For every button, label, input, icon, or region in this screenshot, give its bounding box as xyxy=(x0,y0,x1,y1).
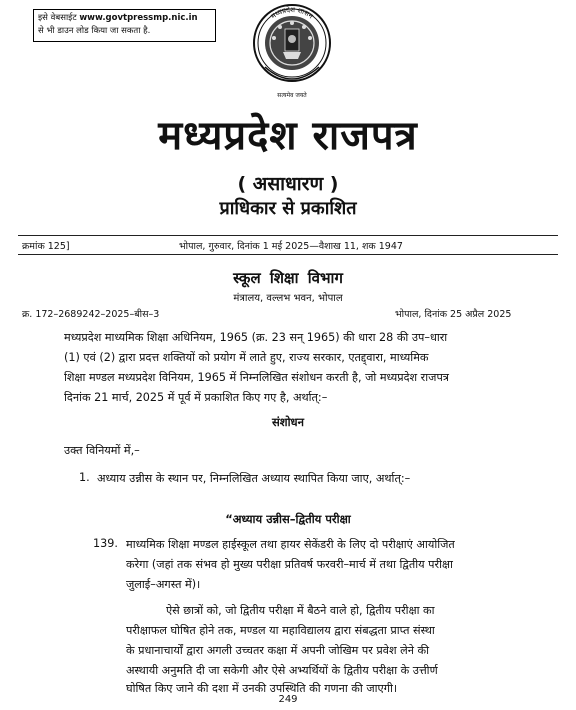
amendment-heading: संशोधन xyxy=(271,415,305,429)
regulations-intro: उक्त विनियमों में,– xyxy=(64,444,140,457)
chapter-heading: “अध्याय उन्नीस–द्वितीय परीक्षा xyxy=(225,512,351,526)
emblem-top-text: मध्यप्रदेश शासन xyxy=(269,5,315,21)
para2-line: के प्रधानाचार्यों द्वारा अगली उच्चतर कक्षा में अपनी जोखिम पर प्रवेश लेने की xyxy=(126,644,429,657)
notice-line-2: से भी डाउन लोड किया जा सकता है. xyxy=(38,26,151,36)
department-name: स्कूल शिक्षा विभाग xyxy=(233,269,343,287)
reference-number: क्र. 172–2689242–2025–बीस–3 xyxy=(22,309,160,320)
regulation-line: माध्यमिक शिक्षा मण्डल हाईस्कूल तथा हायर सेकेंडरी के लिए दो परीक्षाएं आयोजित xyxy=(126,538,455,551)
intro-line: (1) एवं (2) द्वारा प्रदत्त शक्तियों को प्रयोग में लाते हुए, राज्य सरकार, एतद्द्वारा, माध्यमिक xyxy=(64,351,429,364)
reference-date: भोपाल, दिनांक 25 अप्रैल 2025 xyxy=(395,309,512,320)
state-emblem xyxy=(251,3,333,103)
regulation-line: जुलाई–अगस्त में)। xyxy=(126,578,201,591)
regulation-number: 139. xyxy=(93,537,118,550)
extraordinary-label: ( असाधारण ) xyxy=(237,173,339,195)
issue-number: क्रमांक 125] xyxy=(22,241,70,252)
para2-line: परीक्षाफल घोषित होने तक, मण्डल या महाविद्यालय द्वारा संबद्धता प्राप्त संस्था xyxy=(126,624,435,637)
intro-line: शिक्षा मण्डल मध्यप्रदेश विनियम, 1965 में निम्नलिखित संशोधन करती है, जो मध्यप्रदेश राजपत्र xyxy=(64,371,449,384)
authority-label: प्राधिकार से प्रकाशित xyxy=(219,198,357,219)
issue-dateline: भोपाल, गुरुवार, दिनांक 1 मई 2025—वैशाख 11, शक 1947 xyxy=(179,241,403,252)
intro-line: मध्यप्रदेश माध्यमिक शिक्षा अधिनियम, 1965 (क्र. 23 सन् 1965) की धारा 28 की उप–धारा xyxy=(64,331,448,344)
gazette-title: मध्यप्रदेश राजपत्र xyxy=(158,113,418,159)
bottom-divider xyxy=(18,254,558,255)
clause-text: अध्याय उन्नीस के स्थान पर, निम्नलिखित अध्याय स्थापित किया जाए, अर्थात्:– xyxy=(97,472,411,485)
top-divider xyxy=(18,235,558,236)
para2-line: ऐसे छात्रों को, जो द्वितीय परीक्षा में बैठने वाले हो, द्वितीय परीक्षा का xyxy=(166,604,435,617)
para2-line: अस्थायी अनुमति दी जा सकेगी और ऐसे अभ्यर्थियों के द्वितीय परीक्षा के उत्तीर्ण xyxy=(126,664,438,677)
intro-line: दिनांक 21 मार्च, 2025 में पूर्व में प्रकाशित किए गए है, अर्थात्:– xyxy=(64,391,328,404)
website-link[interactable]: www.govtpressmp.nic.in xyxy=(79,13,198,23)
clause-number: 1. xyxy=(79,471,90,484)
emblem-motto: सत्यमेव जयते xyxy=(277,92,307,99)
regulation-line: करेगा (जहां तक संभव हो मुख्य परीक्षा प्रतिवर्ष फरवरी–मार्च में तथा द्वितीय परीक्षा xyxy=(126,558,453,571)
notice-prefix: इसे वेबसाईट xyxy=(38,13,77,23)
para2-line: घोषित किए जाने की दशा में उनकी उपस्थिति की गणना की जाएगी। xyxy=(126,682,398,695)
download-notice xyxy=(33,9,216,42)
office-address: मंत्रालय, वल्लभ भवन, भोपाल xyxy=(233,293,343,304)
page-number: 249 xyxy=(278,694,298,705)
